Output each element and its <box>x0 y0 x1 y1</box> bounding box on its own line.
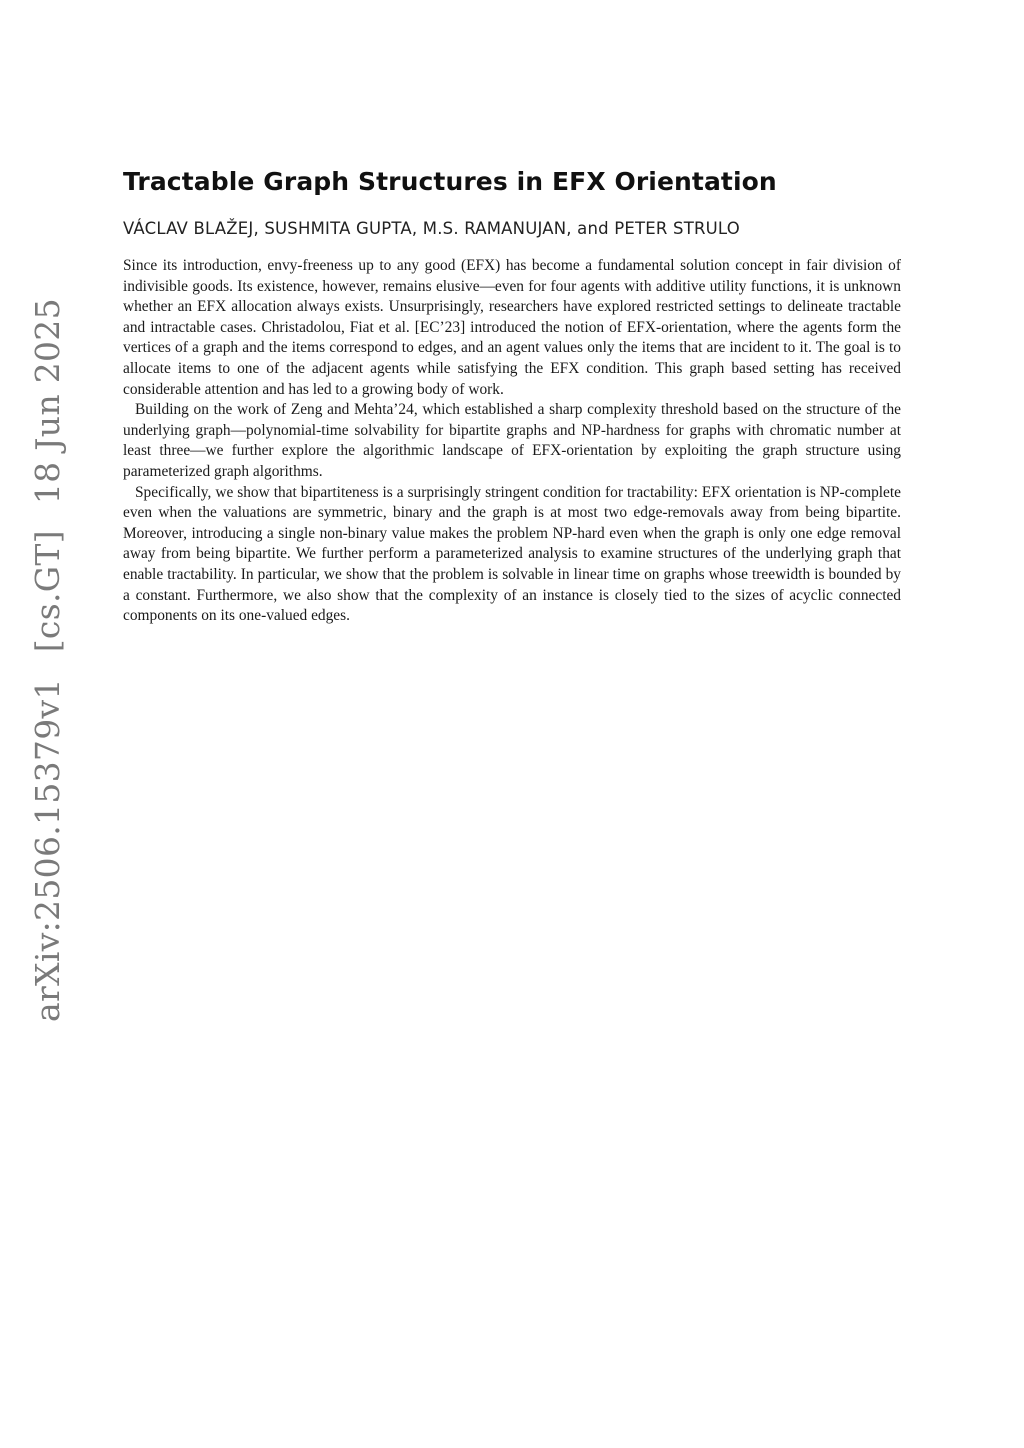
abstract-paragraph: Building on the work of Zeng and Mehta’24, which established a sharp complexity threshold based on the structure of the underlying graph—polynomial-time solvability for bipartite graphs and NP-hardness for graphs with chromatic number at least three—we further explore the algorithmic landscape of EFX-orientation by exploiting the graph structure using parameterized graph algorithms. <box>123 401 901 480</box>
arxiv-category: [cs.GT] <box>28 530 67 653</box>
paper-front-matter <box>123 166 901 627</box>
arxiv-sidebar-stamp <box>22 298 74 1022</box>
arxiv-date: 18 Jun 2025 <box>28 298 67 505</box>
abstract-paragraph: Specifically, we show that bipartiteness is a surprisingly stringent condition for tractability: EFX orientation is NP-complete even when the valuations are symmetric, binary and the graph is at most two edge-removals away from being bipartite. Moreover, introducing a single non-binary value makes the problem NP-hard even when the graph is only one edge removal away from being bipartite. We further perform a parameterized analysis to examine structures of the underlying graph that enable tractability. In particular, we show that the problem is solvable in linear time on graphs whose treewidth is bounded by a constant. Furthermore, we also show that the complexity of an instance is closely tied to the sizes of acyclic connected components on its one-valued edges. <box>123 483 901 625</box>
author-list: VÁCLAV BLAŽEJ, SUSHMITA GUPTA, M.S. RAMANUJAN, and PETER STRULO <box>123 219 740 238</box>
arxiv-identifier: arXiv:2506.15379v1 <box>28 678 67 1022</box>
abstract <box>123 256 901 627</box>
abstract-paragraph: Since its introduction, envy-freeness up to any good (EFX) has become a fundamental solution concept in fair division of indivisible goods. Its existence, however, remains elusive—even for four agents with additive utility functions, it is unknown whether an EFX allocation always exists. Unsurprisingly, researchers have explored restricted settings to delineate tractable and intractable cases. Christadolou, Fiat et al. [EC’23] introduced the notion of EFX-orientation, where the agents form the vertices of a graph and the items correspond to edges, and an agent values only the items that are incident to it. The goal is to allocate items to one of the adjacent agents while satisfying the EFX condition. This graph based setting has received considerable attention and has led to a growing body of work. <box>123 257 901 398</box>
paper-title: Tractable Graph Structures in EFX Orientation <box>123 167 777 196</box>
